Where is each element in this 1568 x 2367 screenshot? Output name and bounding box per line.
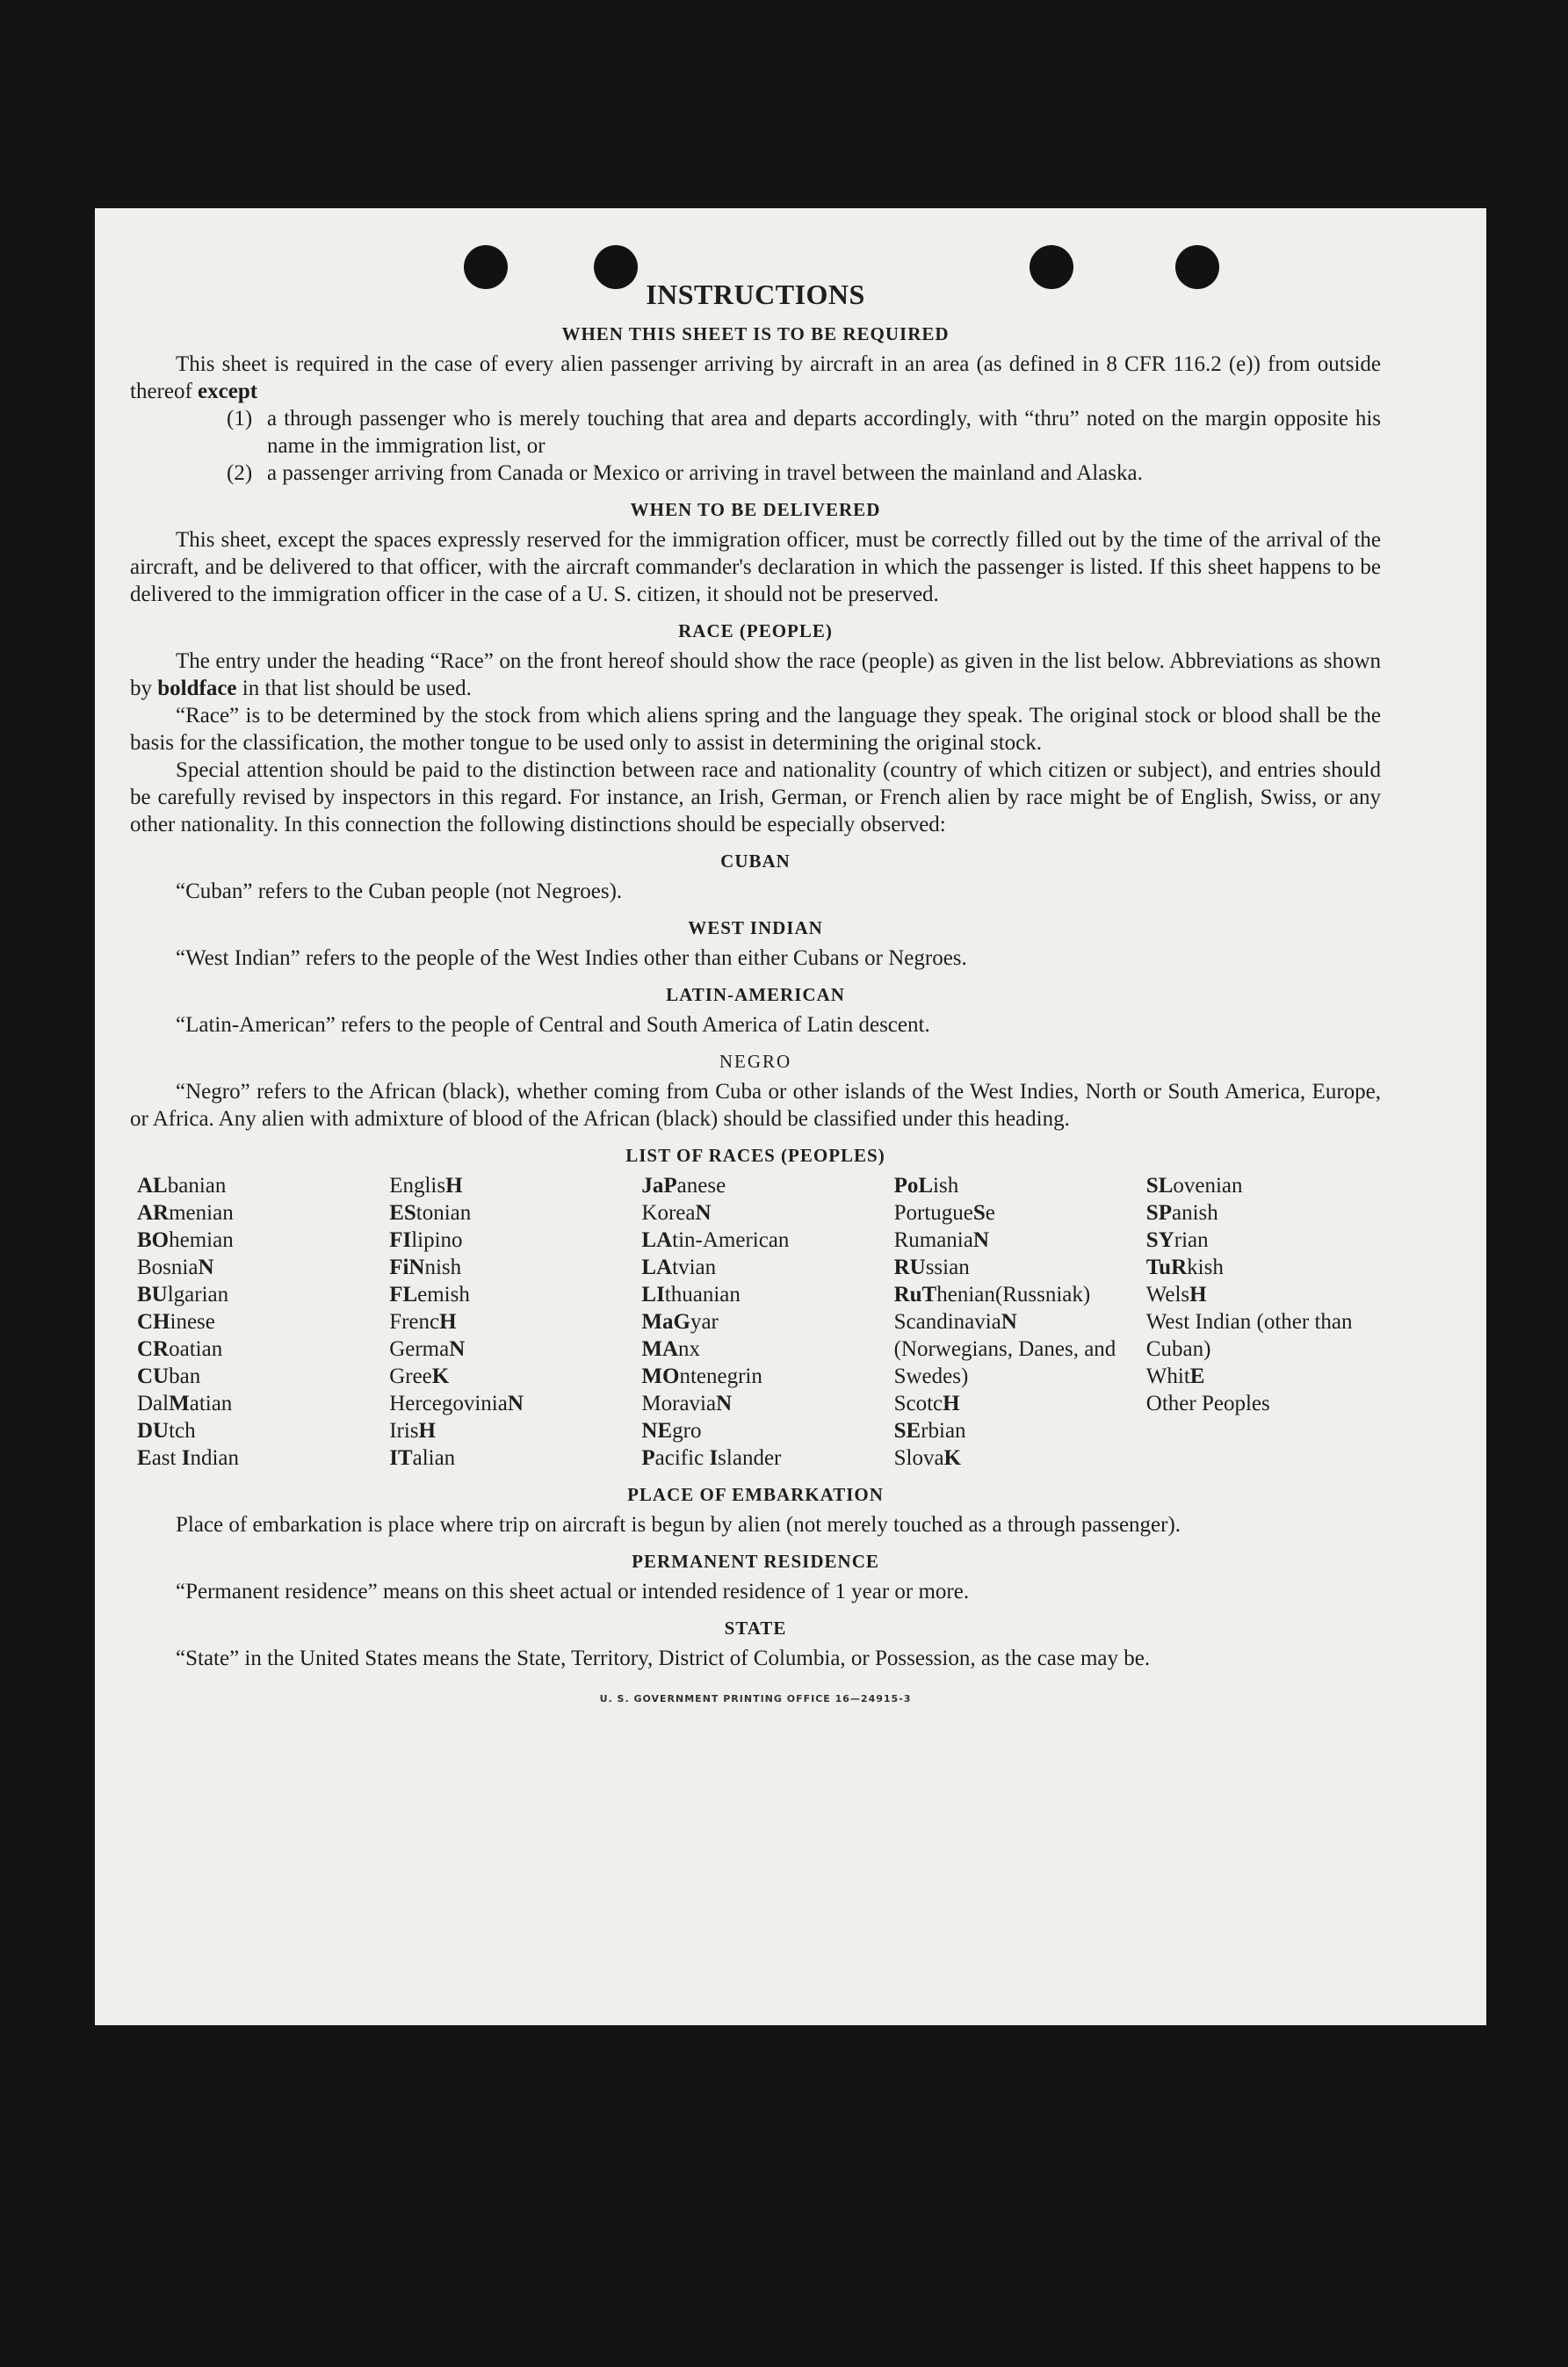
race-entry: TuRkish bbox=[1145, 1256, 1224, 1279]
race-paragraph-1: The entry under the heading “Race” on the front hereof should show the race (people) as given in the list below. Abbreviations as shown by boldface in that list should be used. bbox=[130, 649, 1381, 700]
heading-cuban: CUBAN bbox=[720, 851, 791, 872]
race-entry: JaPanese bbox=[641, 1174, 726, 1198]
race-entry: CHinese bbox=[137, 1310, 215, 1334]
heading-latin-american: LATIN-AMERICAN bbox=[666, 984, 845, 1005]
race-entry: KoreaN bbox=[641, 1201, 712, 1225]
race-entry: LAtin-American bbox=[641, 1228, 790, 1252]
race-entry: East Indian bbox=[137, 1446, 239, 1470]
race-entry: MOntenegrin bbox=[641, 1364, 762, 1388]
place-of-embarkation-text: Place of embarkation is place where trip on aircraft is begun by alien (not merely touched as a through passenger). bbox=[176, 1513, 1181, 1537]
race-list bbox=[137, 1172, 1381, 1472]
heading-when-delivered: WHEN TO BE DELIVERED bbox=[630, 499, 881, 520]
race-entry: LAtvian bbox=[641, 1256, 717, 1279]
race-entry: RumaniaN bbox=[893, 1228, 989, 1252]
race-entry: PoLish bbox=[893, 1174, 959, 1198]
heading-race: RACE (PEOPLE) bbox=[678, 620, 833, 641]
race-entry: MAnx bbox=[641, 1337, 701, 1361]
race-entry: GermaN bbox=[389, 1337, 466, 1361]
race-entry: MoraviaN bbox=[641, 1392, 733, 1415]
race-entry: HercegoviniaN bbox=[389, 1392, 524, 1415]
race-entry: West Indian (other than Cuban) bbox=[1145, 1310, 1353, 1361]
race-entry: ARmenian bbox=[137, 1201, 234, 1225]
race-entry: LIthuanian bbox=[641, 1283, 741, 1307]
race-entry: SErbian bbox=[893, 1419, 966, 1443]
heading-when-required: WHEN THIS SHEET IS TO BE REQUIRED bbox=[561, 323, 950, 344]
race-entry: CRoatian bbox=[137, 1337, 223, 1361]
race-paragraph-2: “Race” is to be determined by the stock from which aliens spring and the language they speak. The original stock or blood shall be the basis for the classification, the mother tongue to be used only to assist in determining the original stock. bbox=[130, 704, 1381, 755]
race-column bbox=[641, 1172, 876, 1472]
printing-office-footer: U. S. GOVERNMENT PRINTING OFFICE 16—24915-3 bbox=[599, 1693, 912, 1705]
heading-permanent-residence: PERMANENT RESIDENCE bbox=[632, 1551, 879, 1572]
race-column bbox=[1146, 1172, 1381, 1472]
race-entry: FLemish bbox=[389, 1283, 470, 1307]
race-column bbox=[137, 1172, 372, 1472]
heading-negro: NEGRO bbox=[719, 1051, 792, 1072]
heading-place-of-embarkation: PLACE OF EMBARKATION bbox=[627, 1484, 884, 1505]
race-paragraph-3: Special attention should be paid to the distinction between race and nationality (country of which citizen or subject), and entries should be carefully revised by inspectors in this regard. For instance, an Irish, German, or French alien by race might be of English, Swiss, or any other nationality. In this connection the following distinctions should be especially observed: bbox=[130, 758, 1381, 836]
when-delivered-text: This sheet, except the spaces expressly reserved for the immigration officer, must be correctly filled out by the time of the arrival of the aircraft, and be delivered to that officer, with the aircraft commander's declaration in which the passenger is listed. If this sheet happens to be delivered to the immigration officer in the case of a U. S. citizen, it should not be preserved. bbox=[130, 528, 1381, 606]
race-entry: SYrian bbox=[1145, 1228, 1209, 1252]
exception-clause-2: (2) a passenger arriving from Canada or Mexico or arriving in travel between the mainland and Alaska. bbox=[227, 461, 1143, 485]
race-entry: GreeK bbox=[389, 1364, 450, 1388]
race-entry: DalMatian bbox=[137, 1392, 233, 1415]
west-indian-definition: “West Indian” refers to the people of the West Indies other than either Cubans or Negroes. bbox=[176, 946, 967, 970]
race-entry: Pacific Islander bbox=[641, 1446, 782, 1470]
when-required-intro: This sheet is required in the case of every alien passenger arriving by aircraft in an area (as defined in 8 CFR 116.2 (e)) from outside thereof except bbox=[130, 352, 1381, 403]
permanent-residence-text: “Permanent residence” means on this sheet actual or intended residence of 1 year or more. bbox=[176, 1580, 970, 1603]
page-title: INSTRUCTIONS bbox=[646, 279, 865, 310]
race-entry: ScandinaviaN (Norwegians, Danes, and Swedes) bbox=[893, 1310, 1116, 1388]
race-entry: BUlgarian bbox=[137, 1283, 229, 1307]
state-text: “State” in the United States means the State, Territory, District of Columbia, or Possession, as the case may be. bbox=[176, 1647, 1151, 1670]
race-entry: CUban bbox=[137, 1364, 201, 1388]
race-entry: SPanish bbox=[1145, 1201, 1218, 1225]
race-entry: SLovenian bbox=[1145, 1174, 1243, 1198]
race-entry: NEgro bbox=[641, 1419, 702, 1443]
race-entry: WelsH bbox=[1145, 1283, 1207, 1307]
race-entry: EStonian bbox=[389, 1201, 472, 1225]
negro-definition: “Negro” refers to the African (black), whether coming from Cuba or other islands of the West Indies, North or South America, Europe, or Africa. Any alien with admixture of blood of the African (black) should be classified under this heading. bbox=[130, 1080, 1381, 1131]
heading-state: STATE bbox=[724, 1618, 787, 1639]
heading-list-of-races: LIST OF RACES (PEOPLES) bbox=[625, 1145, 885, 1166]
heading-west-indian: WEST INDIAN bbox=[688, 917, 823, 938]
race-entry: FiNnish bbox=[389, 1256, 462, 1279]
race-entry: EnglisH bbox=[389, 1174, 463, 1198]
race-entry: ALbanian bbox=[137, 1174, 227, 1198]
race-column bbox=[389, 1172, 624, 1472]
race-entry: DUtch bbox=[137, 1419, 196, 1443]
race-entry: BosniaN bbox=[137, 1256, 214, 1279]
race-entry: BOhemian bbox=[137, 1228, 234, 1252]
cuban-definition: “Cuban” refers to the Cuban people (not Negroes). bbox=[176, 879, 623, 903]
race-entry: FrencH bbox=[389, 1310, 457, 1334]
race-entry: RUssian bbox=[893, 1256, 970, 1279]
race-entry: Other Peoples bbox=[1145, 1392, 1270, 1415]
race-entry: SlovaK bbox=[893, 1446, 961, 1470]
race-column bbox=[894, 1172, 1129, 1472]
race-entry: RuThenian(Russniak) bbox=[893, 1283, 1091, 1307]
race-entry: FIlipino bbox=[389, 1228, 463, 1252]
race-entry: PortugueSe bbox=[893, 1201, 995, 1225]
exception-clause-1: (1) a through passenger who is merely touching that area and departs accordingly, with “thru” noted on the margin opposite his name in the immigration list, or bbox=[227, 407, 1381, 458]
race-entry: ITalian bbox=[389, 1446, 456, 1470]
latin-american-definition: “Latin-American” refers to the people of Central and South America of Latin descent. bbox=[176, 1013, 930, 1037]
sheet-content bbox=[130, 279, 1381, 1705]
race-entry: IrisH bbox=[389, 1419, 436, 1443]
race-entry: MaGyar bbox=[641, 1310, 719, 1334]
race-entry: ScotcH bbox=[893, 1392, 960, 1415]
race-entry: WhitE bbox=[1145, 1364, 1205, 1388]
instruction-sheet bbox=[95, 208, 1486, 2025]
